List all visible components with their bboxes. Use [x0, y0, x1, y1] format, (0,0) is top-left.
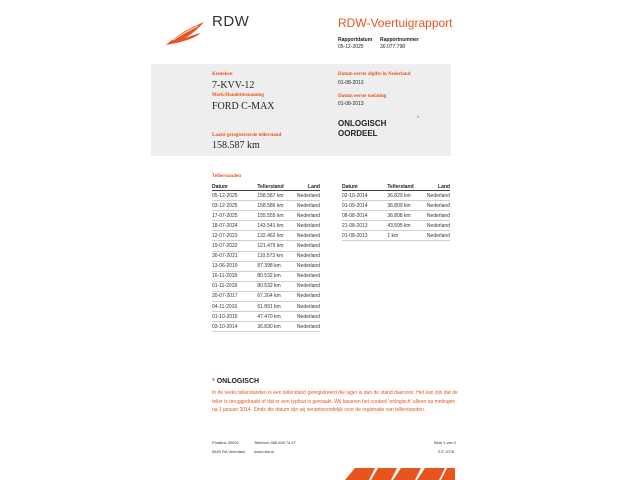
reading-country: Nederland [290, 191, 320, 201]
note-title-text: ONLOGISCH [216, 378, 260, 385]
reading-odometer: 80.532 km [257, 271, 289, 281]
note-text: In de reeks tellerstanden is een tellerstand geregistreerd die lager is dan de stand daarvoor. Het kan zijn dat de teller is teruggedraaid of dat er een typfout is gemaakt. Wij baseren het oordeel 'onlogisch' alleen op metingen na 1 januari 2014. Sinds die datum zijn wij verantwoordelijk voor de registratie van tellerstanden. [212, 390, 458, 413]
footer-phone: Telefoon 088 008 74 47 [254, 440, 296, 445]
reading-odometer: 132.462 km [257, 231, 289, 241]
reading-date: 03-12-2025 [212, 201, 257, 211]
reading-odometer: 67.264 km [257, 291, 289, 301]
reading-odometer: 158.587 km [257, 191, 289, 201]
reading-country: Nederland [290, 261, 320, 271]
table-row [212, 261, 320, 271]
table-row [342, 211, 450, 221]
readings-table-left [212, 183, 320, 332]
note-star-icon: * [212, 378, 215, 385]
reading-country: Nederland [290, 221, 320, 231]
table-header-row [212, 183, 320, 191]
reading-odometer: 121.479 km [257, 241, 289, 251]
report-number-value: 30.077.798 [380, 44, 406, 50]
reading-date: 12-07-2023 [212, 231, 257, 241]
reading-date: 20-07-2017 [212, 291, 257, 301]
reading-odometer: 1 km [387, 231, 419, 241]
reading-date: 01-10-2015 [212, 312, 257, 322]
make-label: Merk/Handelsbenaming [212, 93, 264, 98]
reading-country: Nederland [290, 271, 320, 281]
reading-date: 02-10-2014 [342, 191, 387, 201]
reading-country: Nederland [290, 322, 320, 332]
first-admission-label: Datum eerste toelating [338, 94, 387, 99]
plate-value: 7-KVV-12 [212, 80, 255, 91]
table-row [212, 281, 320, 291]
reading-odometer: 110.573 km [257, 251, 289, 261]
odometer-label: Laatst geregistreerde tellerstand [212, 133, 282, 138]
reading-date: 05-12-2025 [212, 191, 257, 201]
reading-odometer: 143.541 km [257, 221, 289, 231]
first-issue-nl-value: 01-08-2013 [338, 80, 364, 86]
footer-web[interactable]: www.rdw.nl [254, 449, 275, 454]
reading-country: Nederland [290, 281, 320, 291]
footer-code: 2.E.1078 [438, 449, 455, 454]
table-header-row [342, 183, 450, 191]
table-row [212, 191, 320, 201]
report-title: RDW-Voertuigrapport [338, 16, 453, 30]
reading-country: Nederland [290, 312, 320, 322]
reading-country: Nederland [290, 231, 320, 241]
table-row [342, 191, 450, 201]
reading-country: Nederland [420, 211, 450, 221]
reading-country: Nederland [420, 201, 450, 211]
header-country: Land [420, 183, 450, 191]
reading-odometer: 155.555 km [257, 211, 289, 221]
header-date: Datum [342, 183, 387, 191]
reading-odometer: 36.809 km [387, 201, 419, 211]
table-row [212, 231, 320, 241]
table-row [212, 221, 320, 231]
plate-label: Kenteken [212, 72, 233, 77]
table-row [212, 322, 320, 332]
reading-date: 17-07-2025 [212, 211, 257, 221]
vehicle-panel [151, 64, 451, 156]
reading-country: Nederland [290, 241, 320, 251]
table-row [212, 312, 320, 322]
table-row [212, 251, 320, 261]
header-date: Datum [212, 183, 257, 191]
odometer-value: 158.587 km [212, 140, 260, 151]
table-row [212, 271, 320, 281]
decorative-stripes-icon [345, 466, 455, 480]
header-country: Land [290, 183, 320, 191]
reading-country: Nederland [290, 302, 320, 312]
reading-date: 19-07-2022 [212, 241, 257, 251]
readings-table-right [342, 183, 450, 241]
header-odometer: Tellerstand [387, 183, 419, 191]
brand-name: RDW [212, 13, 250, 30]
reading-odometer: 36.808 km [387, 211, 419, 221]
header-odometer: Tellerstand [257, 183, 289, 191]
reading-date: 21-08-2013 [342, 221, 387, 231]
table-row [342, 201, 450, 211]
table-row [212, 201, 320, 211]
table-row [212, 302, 320, 312]
reading-country: Nederland [420, 221, 450, 231]
footer-city: 9640 RA Veendam [212, 449, 246, 454]
reading-odometer: 61.891 km [257, 302, 289, 312]
reading-date: 30-07-2021 [212, 251, 257, 261]
verdict-star-icon: * [417, 116, 420, 122]
table-row [212, 211, 320, 221]
reading-country: Nederland [290, 211, 320, 221]
report-number-label: Rapportnummer [380, 37, 419, 43]
reading-country: Nederland [420, 191, 450, 201]
reading-date: 08-08-2014 [342, 211, 387, 221]
reading-date: 18-07-2024 [212, 221, 257, 231]
reading-date: 16-11-2018 [212, 271, 257, 281]
report-date-value: 05-12-2025 [338, 44, 364, 50]
reading-country: Nederland [290, 291, 320, 301]
reading-date: 03-10-2014 [212, 322, 257, 332]
make-value: FORD C-MAX [212, 101, 275, 112]
footer-postbus: Postbus 30000 [212, 440, 239, 445]
reading-date: 01-09-2014 [342, 201, 387, 211]
rdw-logo-icon [165, 20, 205, 46]
reading-odometer: 158.586 km [257, 201, 289, 211]
reading-country: Nederland [290, 201, 320, 211]
reading-country: Nederland [420, 231, 450, 241]
reading-odometer: 36.830 km [257, 322, 289, 332]
reading-odometer: 87.398 km [257, 261, 289, 271]
table-row [212, 291, 320, 301]
reading-odometer: 36.829 km [387, 191, 419, 201]
reading-odometer: 47.470 km [257, 312, 289, 322]
reading-odometer: 43.595 km [387, 221, 419, 231]
readings-title: Tellerstanden [212, 174, 241, 179]
table-row [342, 231, 450, 241]
verdict-text: ONLOGISCH OORDEEL [338, 119, 387, 138]
reading-date: 01-08-2013 [342, 231, 387, 241]
reading-date: 13-06-2019 [212, 261, 257, 271]
reading-country: Nederland [290, 251, 320, 261]
table-row [212, 241, 320, 251]
reading-date: 04-11-2016 [212, 302, 257, 312]
first-admission-value: 01-08-2013 [338, 101, 364, 107]
footer-page: Blad 1 van 2 [434, 440, 457, 445]
report-date-label: Rapportdatum [338, 37, 373, 43]
table-row [342, 221, 450, 231]
reading-odometer: 80.532 km [257, 281, 289, 291]
first-issue-nl-label: Datum eerste afgifte in Nederland [338, 72, 411, 77]
reading-date: 01-11-2018 [212, 281, 257, 291]
note-title [212, 378, 259, 385]
